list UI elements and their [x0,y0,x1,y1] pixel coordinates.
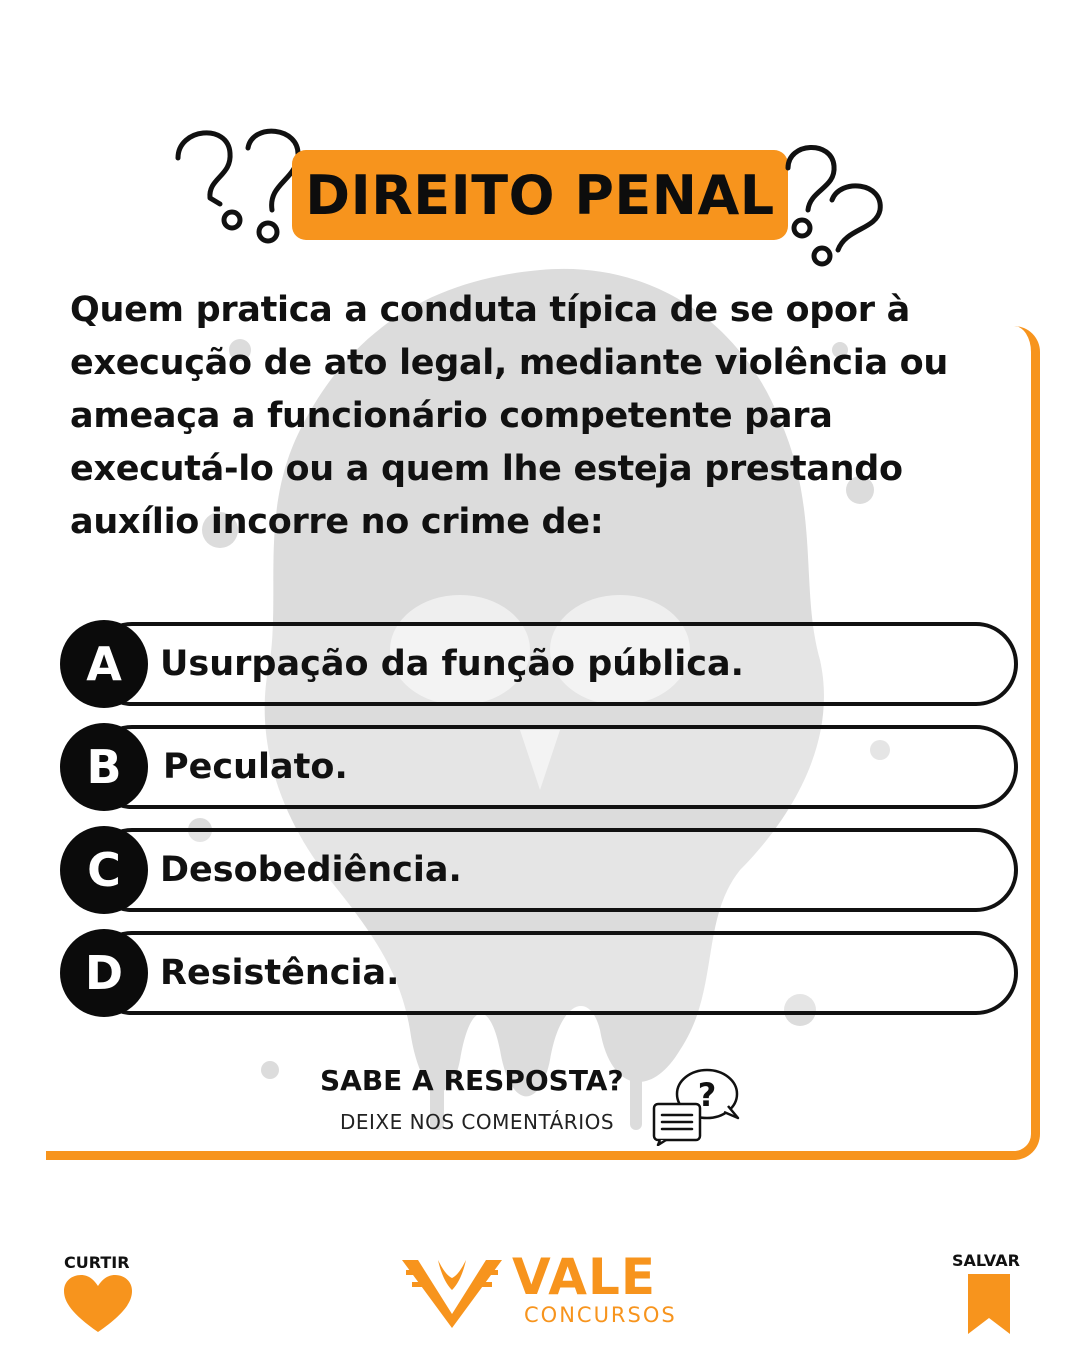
brand-name: VALE [512,1248,657,1306]
brand-subtitle: CONCURSOS [524,1303,677,1327]
option-letter: C [60,826,148,914]
option-b[interactable] [60,725,1018,809]
bookmark-icon[interactable] [968,1274,1010,1334]
option-letter: D [60,929,148,1017]
page-title: DIREITO PENAL [305,163,775,227]
option-text: Desobediência. [160,850,462,890]
question-marks-icon [780,138,890,268]
heart-icon[interactable] [62,1274,134,1334]
option-letter: A [60,620,148,708]
question-marks-icon [168,118,308,246]
header [0,110,1080,270]
comment-question-icon [652,1066,742,1146]
like-label: CURTIR [64,1253,130,1272]
vale-logo-icon [402,1252,502,1328]
question-text: Quem pratica a conduta típica de se opor à execução de ato legal, mediante violência ou ameaça a funcionário competente para executá-lo ou a quem lhe esteja prestando auxílio incorre no crime de: [70,290,949,542]
svg-text:?: ? [697,1076,717,1114]
cta-title: SABE A RESPOSTA? [320,1064,624,1097]
option-a[interactable] [60,622,1018,706]
option-d[interactable] [60,931,1018,1015]
save-label: SALVAR [952,1251,1020,1270]
option-text: Resistência. [160,953,400,993]
option-letter: B [60,723,148,811]
option-text: Usurpação da função pública. [160,644,744,684]
title-badge [292,150,788,240]
option-text: Peculato. [163,747,348,787]
cta-subtitle: DEIXE NOS COMENTÁRIOS [340,1110,615,1134]
option-c[interactable] [60,828,1018,912]
